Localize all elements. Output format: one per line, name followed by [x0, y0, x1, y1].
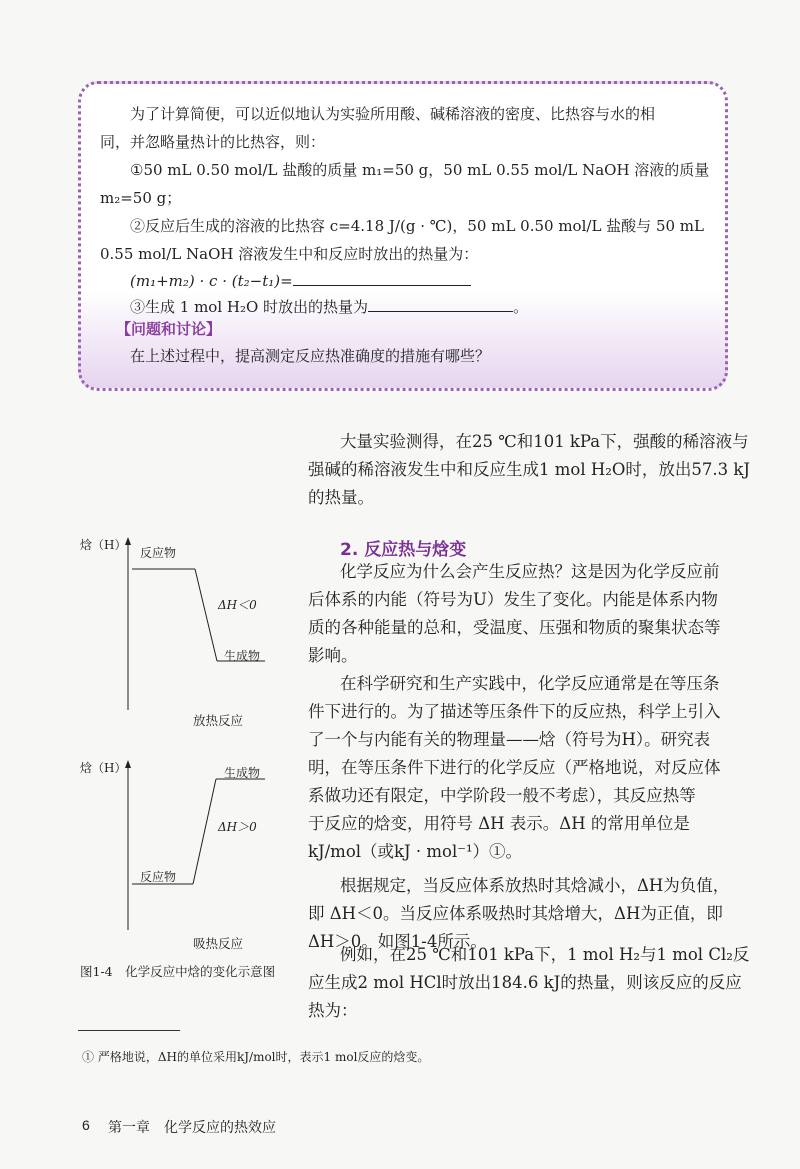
- activity-intro-line2: 同，并忽略量热计的比热容，则：: [100, 133, 326, 151]
- p1-line: 影响。: [308, 646, 358, 665]
- p4-line: 例如，在25 ℃和101 kPa下，1 mol H₂与1 mol Cl₂反: [340, 945, 750, 964]
- endo-reactant-label: 反应物: [140, 870, 177, 884]
- exo-reactant-label: 反应物: [140, 546, 177, 560]
- intro-line2: 强碱的稀溶液发生中和反应生成1 mol H₂O时，放出57.3 kJ: [308, 460, 750, 479]
- p2-line: 系做功还有限定，中学阶段一般不考虑），其反应热等: [308, 786, 696, 805]
- endo-transition-line: [193, 779, 216, 884]
- p2-line: 明，在等压条件下进行的化学反应（严格地说，对反应体: [308, 758, 721, 777]
- intro-line3: 的热量。: [308, 488, 374, 507]
- endothermic-diagram: [80, 758, 300, 938]
- exo-product-label: 生成物: [224, 649, 261, 663]
- p4-line: 应生成2 mol HCl时放出184.6 kJ的热量，则该反应的反应: [308, 973, 742, 992]
- activity-formula: [130, 271, 471, 290]
- item3-text: ③生成 1 mol H₂O 时放出的热量为: [130, 298, 369, 316]
- intro-line1: 大量实验测得，在25 ℃和101 kPa下，强酸的稀溶液与: [340, 432, 749, 451]
- p3-line: 即 ΔH＜0。当反应体系吸热时其焓增大，ΔH为正值，即: [308, 904, 723, 923]
- p3-line: ΔH＞0。如图1-4所示。: [308, 932, 487, 951]
- figure-caption: 图1-4 化学反应中焓的变化示意图: [80, 964, 276, 979]
- chapter-title: 第一章 化学反应的热效应: [108, 1119, 276, 1135]
- activity-item2-line2: 0.55 mol/L NaOH 溶液发生中和反应时放出的热量为：: [100, 245, 479, 263]
- activity-item2-line1: ②反应后生成的溶液的比热容 c=4.18 J/(g · ℃)，50 mL 0.50 mol/L 盐酸与 50 mL: [130, 217, 704, 235]
- p1-line: 化学反应为什么会产生反应热？这是因为化学反应前: [340, 562, 720, 581]
- item3-answer-blank[interactable]: [368, 297, 513, 312]
- footnote: ① 严格地说，ΔH的单位采用kJ/mol时，表示1 mol反应的焓变。: [82, 1050, 430, 1064]
- exo-axis-label: 焓（H）: [80, 538, 127, 552]
- p2-line: kJ/mol（或kJ · mol⁻¹）①。: [308, 842, 523, 861]
- endo-caption: 吸热反应: [193, 936, 244, 951]
- p1-line: 质的各种能量的总和，受温度、压强和物质的聚集状态等: [308, 618, 721, 637]
- formula-answer-blank[interactable]: [293, 271, 471, 286]
- p2-line: 了一个与内能有关的物理量——焓（符号为H）。研究表: [308, 730, 711, 749]
- p2-line: 于反应的焓变，用符号 ΔH 表示。ΔH 的常用单位是: [308, 814, 690, 833]
- footnote-rule: [78, 1030, 180, 1031]
- endo-delta-label: ΔH＞0: [218, 820, 257, 834]
- exothermic-diagram: [80, 535, 300, 715]
- endo-axis-label: 焓（H）: [80, 761, 127, 775]
- discussion-heading: 【问题和讨论】: [116, 320, 222, 338]
- item3-suffix: 。: [513, 298, 529, 316]
- activity-item3: [130, 296, 528, 317]
- exo-caption: 放热反应: [193, 713, 244, 728]
- p4-line: 热为：: [308, 1001, 358, 1020]
- endo-product-label: 生成物: [224, 766, 261, 780]
- discussion-question: 在上述过程中，提高测定反应热准确度的措施有哪些？: [130, 347, 491, 365]
- p2-line: 件下进行的。为了描述等压条件下的反应热，科学上引入: [308, 702, 721, 721]
- exo-transition-line: [195, 569, 217, 661]
- p1-line: 后体系的内能（符号为U）发生了变化。内能是体系内物: [308, 590, 718, 609]
- activity-intro-line1: 为了计算简便，可以近似地认为实验所用酸、碱稀溶液的密度、比热容与水的相: [130, 105, 656, 123]
- activity-item1-line2: m₂=50 g；: [100, 189, 182, 207]
- exo-delta-label: ΔH＜0: [218, 598, 257, 612]
- activity-item1-line1: ①50 mL 0.50 mol/L 盐酸的质量 m₁=50 g，50 mL 0.55 mol/L NaOH 溶液的质量: [130, 161, 710, 179]
- formula-text: (m₁+m₂) · c · (t₂−t₁)=: [130, 272, 293, 290]
- p2-line: 在科学研究和生产实践中，化学反应通常是在等压条: [340, 674, 720, 693]
- p3-line: 根据规定，当反应体系放热时其焓减小，ΔH为负值，: [340, 876, 730, 895]
- page-number: 6: [82, 1117, 90, 1133]
- section-heading: 2. 反应热与焓变: [340, 540, 467, 560]
